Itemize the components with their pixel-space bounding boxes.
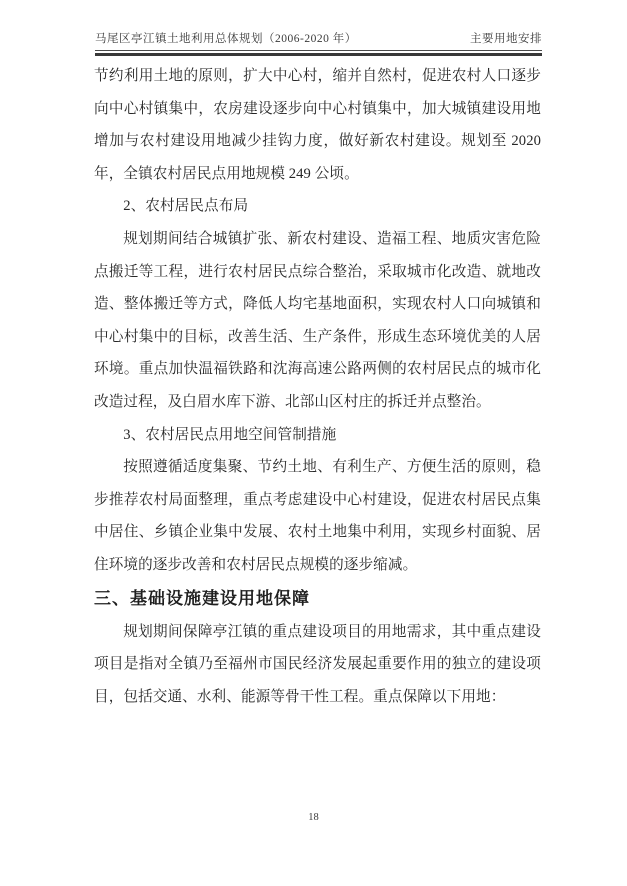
paragraph-control-principles: 按照遵循适度集聚、节约土地、有利生产、方便生活的原则，稳步推荐农村局面整理，重点考虑建设中心村建设，促进农村居民点集中居住、乡镇企业集中发展、农村土地集中利用，实现乡村面貌、居住环境的逐步改善和农村居民点规模的逐步缩减。 (94, 459, 541, 573)
section-heading-infrastructure-land: 三、基础设施建设用地保障 (94, 588, 310, 608)
paragraph-key-construction-projects: 规划期间保障亭江镇的重点建设项目的用地需求，其中重点建设项目是指对全镇乃至福州市国民经济发展起重要作用的独立的建设项目，包括交通、水利、能源等骨干性工程。重点保障以下用地： (94, 623, 541, 705)
header-rule-thin (95, 50, 542, 51)
page-header (95, 30, 542, 56)
subheading-spatial-control-measures: 3、农村居民点用地空间管制措施 (123, 426, 337, 443)
paragraph-settlement-consolidation: 规划期间结合城镇扩张、新农村建设、造福工程、地质灾害危险点搬迁等工程，进行农村居民点综合整治，采取城市化改造、就地改造、整体搬迁等方式，降低人均宅基地面积，实现农村人口向城镇和中心村集中的目标，改善生活、生产条件，形成生态环境优美的人居环境。重点加快温福铁路和沈海高速公路两侧的农村居民点的城市化改造过程，及白眉水库下游、北部山区村庄的拆迁并点整治。 (94, 230, 541, 410)
header-right-label: 主要用地安排 (470, 33, 542, 45)
header-rule-thick (95, 53, 542, 56)
page-header-row (95, 30, 542, 50)
page-footer (0, 812, 627, 823)
header-left-title: 马尾区亭江镇土地利用总体规划（2006-2020 年） (95, 33, 357, 45)
page-number: 18 (308, 812, 319, 823)
paragraph-rural-land-principles: 节约利用土地的原则，扩大中心村，缩并自然村，促进农村人口逐步向中心村镇集中，农房建设逐步向中心村镇集中，加大城镇建设用地增加与农村建设用地减少挂钩力度，做好新农村建设。规划至 2020 年，全镇农村居民点用地规模 249 公顷。 (94, 68, 541, 182)
subheading-rural-settlement-layout: 2、农村居民点布局 (123, 198, 249, 215)
document-body (94, 60, 541, 713)
